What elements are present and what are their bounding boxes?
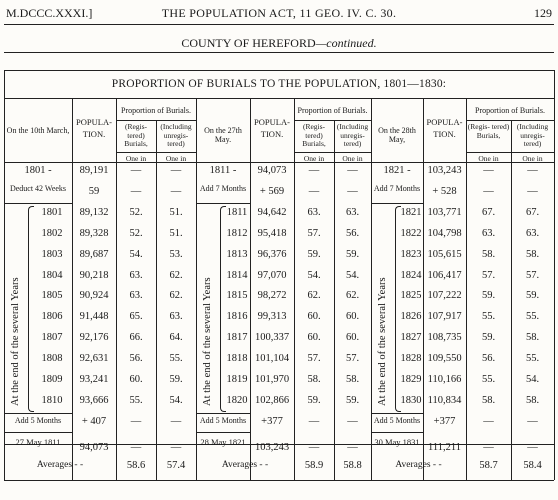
section-2-year-8: 1829 [400,374,422,385]
section-1-adjust-unreg: — [347,185,358,197]
section-2-add-value: +377 [433,415,456,427]
section-2-year-7: 1828 [400,353,422,365]
table-bottom-rule [4,480,554,481]
section-2-pop-2: 105,615 [427,248,462,260]
section-0-reg-3: 63. [129,269,143,281]
section-0-pop-2: 89,687 [79,248,109,260]
section-1-add-reg: — [308,415,320,427]
section-2-reg-2: 58. [481,248,496,260]
section-1-start-unreg: — [347,165,358,176]
section-2-years-end-rule [371,413,423,414]
section-1-year-4: 1815 [226,290,248,302]
section-2-onein-unreg: One in [522,154,543,163]
section-2-year-2: 1823 [400,248,422,260]
section-2-pop-7: 109,550 [427,353,462,365]
section-2-onein-reg: One in [478,154,499,163]
section-0-pop-1: 89,328 [79,227,109,239]
section-1-onein-reg: One in [303,154,325,163]
section-1-date-header: On the 27th May. [204,126,242,144]
section-0-unreg-5: 63. [169,311,183,323]
section-0-end-label: 27 May 1811 [15,436,61,447]
section-0-adjust-unreg: — [170,185,182,197]
section-0-years-end-rule [4,413,72,414]
section-0-burials-rule [116,120,196,121]
section-2-unreg-1: 63. [525,227,540,239]
section-1-reg-6: 60. [307,332,321,344]
section-2-add-unreg: — [527,415,538,427]
section-2-unreg-0: 67. [525,206,540,218]
section-0-pop-8: 93,241 [79,374,109,385]
section-2-burials-rule [466,120,554,121]
section-2-unreg-3: 57. [525,269,540,281]
section-2-pop-8: 110,166 [427,374,462,385]
section-0-year-7: 1808 [41,353,63,365]
section-1-unreg-9: 59. [345,394,360,406]
section-0-year-4: 1805 [41,290,63,302]
section-1-year-2: 1813 [226,248,248,260]
section-0-avg-reg: 58.6 [126,460,146,471]
section-2-unreg-7: 55. [525,353,540,365]
table-top-rule [4,70,554,71]
section-2-reg-8: 55. [481,374,496,385]
section-1-reg-0: 63. [307,206,321,218]
section-2-year-9: 1830 [400,394,422,406]
section-1-year-1: 1812 [226,227,248,239]
section-2-pop-5: 107,917 [427,311,462,323]
section-2-year-4: 1825 [400,290,422,302]
section-1-end-label: 28 May 1821 [200,436,246,447]
section-0-unreg-4: 62. [169,290,183,302]
county-suffix: —continued. [315,36,377,50]
section-0-unreg-7: 55. [169,353,183,365]
section-2-end-unreg: — [527,441,538,453]
section-1-pop-8: 101,970 [254,374,290,385]
section-1-adjust-value: + 569 [259,185,285,197]
section-2-brace [395,206,401,412]
section-0-end-reg: — [130,441,142,453]
section-0-unreg-9: 54. [169,394,183,406]
section-2-reg-6: 59. [481,332,496,344]
section-0-year-5: 1806 [41,311,63,323]
section-1-year-5: 1816 [226,311,248,323]
section-0-unreg-8: 59. [169,374,183,385]
section-1-end-unreg: — [347,441,358,453]
section-0-adjust-rule [4,203,72,204]
section-0-year-3: 1804 [41,269,63,281]
section-2-unreg-9: 58. [525,394,540,406]
section-1-adjust-rule [196,203,250,204]
section-1-adjust-reg: — [308,185,320,197]
table-right-rule [554,70,555,480]
section-0-reg-7: 56. [129,353,143,365]
section-0-unreg-0: 51. [169,206,183,218]
section-1-pop-7: 101,104 [254,353,290,365]
section-1-reg-1: 57. [307,227,321,239]
section-1-avg-reg: 58.9 [304,460,324,471]
section-2-reg-4: 59. [481,290,496,302]
section-1-reg-9: 59. [307,394,321,406]
section-1-year-7: 1818 [226,353,248,365]
section-0-unreg-2: 53. [169,248,183,260]
section-2-pop-0: 103,771 [427,206,462,218]
table-title: PROPORTION OF BURIALS TO THE POPULATION, 1801—1830: [111,78,447,90]
section-0-date-header: On the 10th March, [6,126,70,135]
section-0-year-2: 1803 [41,248,63,260]
section-0-onein-unreg: One in [165,154,187,163]
section-2-reg-5: 55. [481,311,496,323]
section-1-population-header: POPULA- TION. [254,117,290,139]
section-2-end-pop: 111,211 [428,441,461,453]
section-0-year-9: 1810 [41,394,63,406]
section-1-add-rule [196,432,250,433]
section-1-side-label: At the end of the several Years [202,277,213,406]
section-2-adjust-value: + 528 [432,185,457,197]
section-1-add-label: Add 5 Months [199,415,247,425]
section-2-adjust-unreg: — [527,185,538,197]
section-0-unreg-3: 62. [169,269,183,281]
section-1-onein-rule [294,152,371,153]
section-0-pop-6: 92,176 [79,332,109,344]
section-0-pop-5: 91,448 [79,311,109,323]
section-2-avg-unreg: 58.4 [523,460,542,471]
section-1-years-end-rule [196,413,250,414]
section-2-unreg-4: 59. [525,290,540,302]
section-0-pop-0: 89,132 [79,206,109,218]
section-0-end-pop: 94,073 [79,441,109,453]
section-0-averages-label: Averages - - [36,460,84,470]
section-1-year-8: 1819 [226,374,248,385]
section-0-start-pop: 89,191 [79,165,109,176]
section-2-year-1: 1822 [400,227,422,239]
section-2-population-header: POPULA- TION. [426,117,463,139]
header-title: THE POPULATION ACT, 11 GEO. IV. C. 30. [161,6,397,20]
section-0-pop-7: 92,631 [79,353,109,365]
section-0-adjust-value: 59 [88,185,100,197]
section-0-unreg-6: 64. [169,332,183,344]
section-1-pop-3: 97,070 [257,269,287,281]
section-2-unreg-8: 54. [525,374,540,385]
section-1-unreg-5: 60. [345,311,360,323]
section-1-end-reg: — [308,441,320,453]
section-2-end-label: 30 May 1831 [374,436,420,447]
section-1-pop-4: 98,272 [257,290,287,302]
section-0-side-label: At the end of the several Years [10,277,21,406]
section-2-adjust-label: Add 7 Months [373,183,421,193]
section-0-registered-header: (Regis- tered) Burials, [124,122,148,148]
section-0-year-1: 1802 [41,227,63,239]
section-2-year-5: 1826 [400,311,422,323]
section-0-add-value: + 407 [81,415,107,427]
section-2-year-0: 1821 [400,206,422,218]
section-1-onein-unreg: One in [342,154,363,163]
section-0-add-label: Add 5 Months [14,415,62,425]
section-2-year-3: 1824 [400,269,422,281]
section-0-reg-0: 52. [129,206,143,218]
section-2-onein-rule [466,152,554,153]
section-2-unregistered-header: (Including unregis- tered) [516,122,549,148]
section-1-unreg-2: 59. [345,248,360,260]
section-1-year-6: 1817 [226,332,248,344]
section-1-add-value: +377 [261,415,283,427]
section-1-pop-1: 95,418 [257,227,287,239]
section-1-unreg-4: 62. [345,290,360,302]
section-1-unreg-3: 54. [345,269,360,281]
section-2-start-pop: 103,243 [427,165,462,176]
section-0-reg-9: 55. [129,394,143,406]
section-0-adjust-reg: — [130,185,142,197]
section-0-start-unreg: — [170,165,182,176]
section-1-pop-5: 99,313 [257,311,287,323]
section-2-start-unreg: — [527,165,538,176]
section-0-population-header: POPULA- TION. [76,117,112,139]
section-2-start-reg: — [483,165,494,176]
section-0-start-year: 1801 - [24,165,52,176]
section-1-year-3: 1814 [226,269,248,281]
section-1-reg-3: 54. [307,269,321,281]
section-0-onein-reg: One in [125,154,147,163]
section-1-year-0: 1811 [226,206,248,218]
section-0-year-8: 1809 [41,374,63,385]
section-2-unreg-6: 58. [525,332,540,344]
section-0-reg-8: 60. [129,374,143,385]
section-0-reg-2: 54. [129,248,143,260]
section-1-start-year: 1811 - [209,165,237,176]
section-2-averages-label: Averages - - [395,460,442,470]
section-1-registered-header: (Regis- tered) Burials, [302,122,326,148]
section-2-avg-reg: 58.7 [479,460,498,471]
section-2-adjust-reg: — [483,185,494,197]
title-rule [4,98,554,99]
section-0-reg-5: 65. [129,311,143,323]
section-1-unreg-8: 58. [345,374,360,385]
section-0-burials-header: Proportion of Burials. [121,106,191,115]
section-0-brace [28,206,34,412]
section-2-pop-6: 108,735 [427,332,462,344]
section-1-unreg-0: 63. [345,206,360,218]
section-2-reg-7: 56. [481,353,496,365]
section-2-unreg-2: 58. [525,248,540,260]
section-0-year-0: 1801 [41,206,63,218]
section-0-add-rule [4,432,72,433]
section-2-adjust-rule [371,203,423,204]
section-2-registered-header: (Regis- tered) Burials, [467,122,510,140]
section-1-reg-5: 60. [307,311,321,323]
section-0-reg-6: 66. [129,332,143,344]
section-0-pop-3: 90,218 [79,269,109,281]
header-left: M.DCCC.XXXI.] [6,6,93,20]
section-1-reg-7: 57. [307,353,321,365]
section-0-unregistered-header: (Including unregis- tered) [160,122,192,148]
section-1-pop-0: 94,642 [257,206,287,218]
section-2-add-label: Add 5 Months [373,415,421,425]
section-1-reg-4: 62. [307,290,321,302]
section-2-pop-4: 107,222 [427,290,462,302]
section-1-end-pop: 103,243 [254,441,290,453]
section-1-burials-rule [294,120,371,121]
section-1-burials-header: Proportion of Burials. [297,106,368,115]
section-1-unreg-6: 60. [345,332,360,344]
section-2-reg-3: 57. [481,269,496,281]
section-0-pop-4: 90,924 [79,290,109,302]
section-0-adjust-label: Deduct 42 Weeks [9,183,67,193]
section-2-reg-0: 67. [481,206,496,218]
section-0-year-6: 1807 [41,332,63,344]
section-0-avg-unreg: 57.4 [166,460,186,471]
county-name: COUNTY OF HEREFORD [181,36,316,50]
section-2-pop-3: 106,417 [427,269,462,281]
section-1-pop-9: 102,866 [254,394,290,406]
section-1-avg-unreg: 58.8 [343,460,362,471]
page-number: 129 [534,6,552,20]
section-1-pop-2: 96,376 [257,248,287,260]
section-2-pop-1: 104,798 [427,227,462,239]
section-1-reg-8: 58. [307,374,321,385]
section-1-unreg-1: 56. [345,227,360,239]
section-1-start-reg: — [308,165,320,176]
section-0-start-reg: — [130,165,142,176]
section-2-reg-9: 58. [481,394,496,406]
section-2-side-label: At the end of the several Years [377,277,388,406]
section-2-add-reg: — [483,415,494,427]
section-1-averages-label: Averages - - [221,460,269,470]
section-2-unreg-5: 55. [525,311,540,323]
section-1-brace [220,206,226,412]
section-1-reg-2: 59. [307,248,321,260]
section-0-add-unreg: — [170,415,182,427]
section-2-end-reg: — [483,441,494,453]
section-1-start-pop: 94,073 [257,165,287,176]
section-0-add-reg: — [130,415,142,427]
section-0-pop-9: 93,666 [79,394,109,406]
section-2-year-6: 1827 [400,332,422,344]
section-0-unreg-1: 51. [169,227,183,239]
section-1-year-9: 1820 [226,394,248,406]
section-2-start-year: 1821 - [383,165,411,176]
section-0-onein-rule [116,152,196,153]
section-2-add-rule [371,432,423,433]
section-1-adjust-label: Add 7 Months [199,183,247,193]
section-2-reg-1: 63. [481,227,496,239]
section-1-unreg-7: 57. [345,353,360,365]
section-1-add-unreg: — [347,415,358,427]
section-1-pop-6: 100,337 [254,332,290,344]
section-2-date-header: On the 28th May, [378,126,416,144]
section-0-reg-4: 63. [129,290,143,302]
section-1-unregistered-header: (Including unregis- tered) [336,122,369,148]
section-2-pop-9: 110,834 [427,394,462,406]
section-2-burials-header: Proportion of Burials. [475,106,545,115]
section-0-end-unreg: — [170,441,182,453]
section-0-reg-1: 52. [129,227,143,239]
